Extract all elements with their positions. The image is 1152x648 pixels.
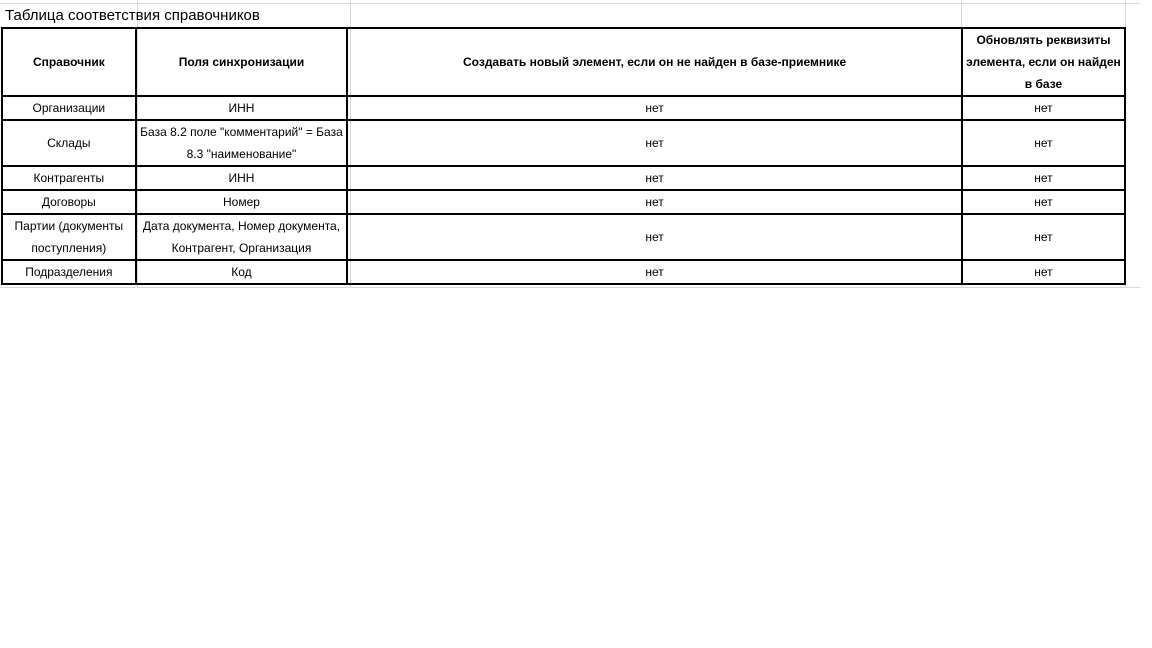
- cell-sync-fields[interactable]: ИНН: [136, 166, 348, 190]
- header-cell-directory[interactable]: Справочник: [2, 28, 136, 96]
- cell-directory[interactable]: Склады: [2, 120, 136, 166]
- cell-sync-fields[interactable]: Дата документа, Номер документа, Контрагент, Организация: [136, 214, 348, 260]
- header-cell-create-new[interactable]: Создавать новый элемент, если он не найден в базе-приемнике: [347, 28, 962, 96]
- cell-create-new[interactable]: нет: [347, 120, 962, 166]
- cell-update-attrs[interactable]: нет: [962, 96, 1125, 120]
- table-row: [2, 166, 1125, 190]
- cell-create-new[interactable]: нет: [347, 260, 962, 284]
- directory-mapping-table: [1, 27, 1126, 285]
- header-cell-update-attrs[interactable]: Обновлять реквизиты элемента, если он найден в базе: [962, 28, 1125, 96]
- cell-update-attrs[interactable]: нет: [962, 260, 1125, 284]
- sheet-title[interactable]: Таблица соответствия справочников: [5, 7, 260, 24]
- cell-directory[interactable]: Договоры: [2, 190, 136, 214]
- cell-directory[interactable]: Партии (документы поступления): [2, 214, 136, 260]
- cell-directory[interactable]: Контрагенты: [2, 166, 136, 190]
- cell-sync-fields[interactable]: База 8.2 поле "комментарий" = База 8.3 "наименование": [136, 120, 348, 166]
- cell-directory[interactable]: Организации: [2, 96, 136, 120]
- cell-create-new[interactable]: нет: [347, 214, 962, 260]
- header-row: [2, 28, 1125, 96]
- table-row: [2, 214, 1125, 260]
- cell-sync-fields[interactable]: Номер: [136, 190, 348, 214]
- cell-create-new[interactable]: нет: [347, 190, 962, 214]
- cell-directory[interactable]: Подразделения: [2, 260, 136, 284]
- cell-update-attrs[interactable]: нет: [962, 120, 1125, 166]
- cell-update-attrs[interactable]: нет: [962, 214, 1125, 260]
- cell-create-new[interactable]: нет: [347, 96, 962, 120]
- cell-sync-fields[interactable]: Код: [136, 260, 348, 284]
- table-row: [2, 120, 1125, 166]
- table-row: [2, 96, 1125, 120]
- cell-sync-fields[interactable]: ИНН: [136, 96, 348, 120]
- table-row: [2, 260, 1125, 284]
- grid-row-line: [0, 287, 1140, 288]
- header-cell-sync-fields[interactable]: Поля синхронизации: [136, 28, 348, 96]
- table-row: [2, 190, 1125, 214]
- cell-update-attrs[interactable]: нет: [962, 166, 1125, 190]
- cell-update-attrs[interactable]: нет: [962, 190, 1125, 214]
- cell-create-new[interactable]: нет: [347, 166, 962, 190]
- grid-row-line: [0, 3, 1140, 4]
